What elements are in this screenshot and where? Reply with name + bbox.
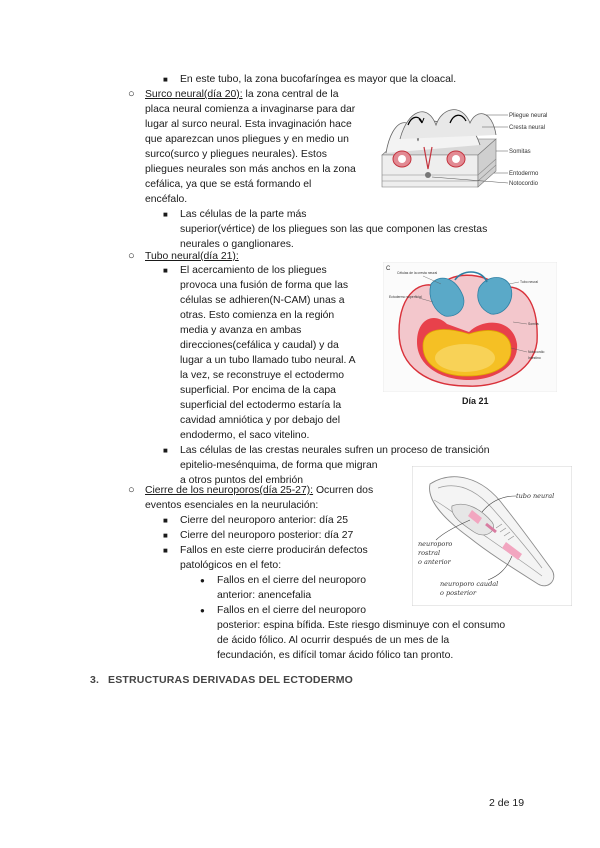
body-line: superficial del ectodermo estaría la	[180, 400, 342, 411]
neuropore-figure	[412, 466, 572, 606]
body-line: Ocurren dos	[313, 485, 374, 496]
fig1-label: Somitas	[509, 149, 531, 155]
body-line: epitelio-mesénquima, de forma que migran	[180, 460, 378, 471]
fig2-label: Somita	[528, 322, 539, 326]
fig1-label: Entodermo	[509, 171, 539, 177]
body-line: de ácido fólico. Al ocurrir después de un mes de la	[217, 635, 450, 646]
surco-neural-line	[145, 88, 339, 102]
fig3-label: tubo neural	[516, 492, 555, 500]
body-line: Las células de las crestas neurales sufren un proceso de transición	[180, 445, 490, 456]
fig3-label: neuroporo caudal	[440, 580, 499, 588]
body-line: cefálica, ya que se está formando el	[145, 179, 312, 190]
body-line: superior(vértice) de los pliegues son las que componen las crestas	[180, 224, 488, 235]
neural-tube-figure	[383, 262, 557, 392]
section-title: ESTRUCTURAS DERIVADAS DEL ECTODERMO	[108, 674, 354, 686]
body-line: a otros puntos del embrión	[180, 475, 304, 486]
body-line: placa neural comienza a invaginarse para dar	[145, 104, 356, 115]
body-line: Las células de la parte más	[180, 209, 307, 220]
body-line: patológicos en el feto:	[180, 560, 282, 571]
fig3-label: o posterior	[440, 589, 477, 597]
body-line: cavidad amniótica y por debajo del	[180, 415, 340, 426]
figure-caption: Día 21	[462, 396, 489, 406]
surco-neural-title: Surco neural(día 20):	[145, 89, 243, 100]
fig1-label: Pliegue neural	[509, 113, 548, 119]
fig3-label: rostral	[418, 549, 441, 557]
body-line: células se adhieren(N-CAM) unas a	[180, 295, 345, 306]
circle-bullet: ○	[128, 250, 135, 262]
dot-bullet: ●	[200, 576, 205, 585]
body-line: lugar a un tubo llamado tubo neural. A	[180, 355, 356, 366]
body-line: neurales o ganglionares.	[180, 239, 294, 250]
page-number: 2 de 19	[489, 797, 525, 809]
square-bullet: ■	[163, 531, 168, 540]
section-number: 3.	[90, 674, 100, 686]
body-line: encéfalo.	[145, 194, 188, 205]
body-line: superficial. Por encima de la capa	[180, 385, 336, 396]
tubo-neural-title: Tubo neural(día 21):	[145, 251, 239, 262]
square-bullet: ■	[163, 75, 168, 84]
fig2-label: Notocordio	[528, 350, 545, 354]
body-line: que aparezcan unos pliegues y en medio un	[145, 134, 349, 145]
body-line: lugar al surco neural. Esta invaginación hace	[145, 119, 352, 130]
body-line: la vez, se reconstruye el ectodermo	[180, 370, 345, 381]
fig2-label: Intestino	[528, 356, 541, 360]
body-line: la zona central de la	[242, 89, 339, 100]
fig2-label: Ectodermo superficial	[389, 295, 422, 299]
body-line: Fallos en este cierre producirán defectos	[180, 545, 368, 556]
body-line: otras. Esto comienza en la región	[180, 310, 335, 321]
body-line: provoca una fusión de forma que las	[180, 280, 349, 291]
body-line: direcciones(cefálica y caudal) y da	[180, 340, 339, 351]
body-line: endodermo, el saco vitelino.	[180, 430, 310, 441]
fig2-corner-label: C	[386, 266, 391, 272]
square-bullet: ■	[163, 516, 168, 525]
body-line: fecundación, es difícil tomar ácido fólico tan pronto.	[217, 650, 454, 661]
body-line: Cierre del neuroporo anterior: día 25	[180, 515, 349, 526]
body-line: Fallos en el cierre del neuroporo	[217, 605, 367, 616]
body-line: En este tubo, la zona bucofaríngea es mayor que la cloacal.	[180, 74, 457, 85]
square-bullet: ■	[163, 210, 168, 219]
square-bullet: ■	[163, 266, 168, 275]
body-line: surco(surco y pliegues neurales). Estos	[145, 149, 327, 160]
fig1-label: Notocordio	[509, 181, 539, 187]
fig3-label: neuroporo	[418, 540, 453, 548]
fig1-label: Cresta neural	[509, 125, 546, 131]
body-line: El acercamiento de los pliegues	[180, 265, 327, 276]
body-line: Cierre del neuroporo posterior: día 27	[180, 530, 354, 541]
square-bullet: ■	[163, 446, 168, 455]
body-line: eventos esenciales en la neurulación:	[145, 500, 319, 511]
dot-bullet: ●	[200, 606, 205, 615]
square-bullet: ■	[163, 546, 168, 555]
neuroporos-title: Cierre de los neuroporos(día 25-27):	[145, 485, 314, 496]
neural-groove-figure	[378, 95, 566, 197]
body-line: posterior: espina bífida. Este riesgo disminuye con el consumo	[217, 620, 506, 631]
fig2-label: Células de la cresta neural	[397, 271, 438, 275]
fig3-label: o anterior	[418, 558, 451, 566]
body-line: Fallos en el cierre del neuroporo	[217, 575, 367, 586]
body-line: pliegues neurales son más anchos en la zona	[145, 164, 356, 175]
body-line: media y avanza en ambas	[180, 325, 302, 336]
body-line: anterior: anencefalia	[217, 590, 312, 601]
circle-bullet: ○	[128, 484, 135, 496]
neuroporos-line	[145, 484, 373, 498]
fig2-label: Tubo neural	[520, 280, 538, 284]
circle-bullet: ○	[128, 88, 135, 100]
